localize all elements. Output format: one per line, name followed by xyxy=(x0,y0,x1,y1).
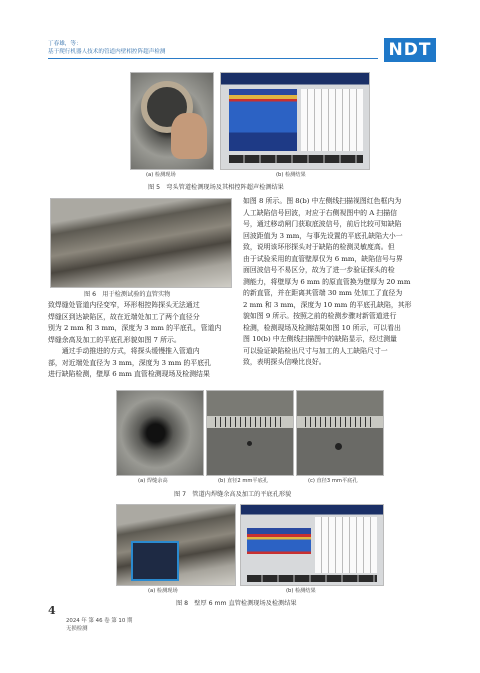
right-column-text xyxy=(243,196,412,369)
paragraph-line: 通过手动推进的方式，将探头缓慢推入管道内 xyxy=(48,347,200,355)
fig7-caption: 图 7 管道内焊缝余高及加工的平底孔形貌 xyxy=(174,491,292,498)
running-head-authors: 丁春雄，等： xyxy=(48,41,82,47)
footer-journal: 无损检测 xyxy=(66,626,88,632)
fig8-subcaption-b: (b) 检测结果 xyxy=(286,588,316,594)
paragraph-line: 号，通过移动闸门获取底波信号，前后比较可知缺陷 xyxy=(243,220,402,228)
paragraph-line: 貌如图 9 所示。按照之前的检测步骤对新管道进行 xyxy=(243,312,397,320)
fig7-photo-3mm-hole xyxy=(296,390,384,476)
paragraph-line: 图 10(b) 中左侧线扫描图中的缺陷显示，经过测量 xyxy=(243,335,397,343)
paragraph-line: 焊缝余高及加工的平底孔形貌如图 7 所示。 xyxy=(48,335,181,344)
fig6-caption: 图 6 用于检测试验的直管实物 xyxy=(84,291,171,298)
fig7-photo-weld-reinforcement xyxy=(116,390,204,476)
fig7-subcaption-a: (a) 焊缝余高 xyxy=(138,478,168,484)
paragraph-line: 焊缝区到达缺陷区，故在近端处加工了两个直径分 xyxy=(48,312,200,321)
fig8-caption: 图 8 壁厚 6 mm 直管检测现场及检测结果 xyxy=(176,600,297,607)
paragraph-line: 致焊缝处管道内径变窄，环形相控阵探头无法通过 xyxy=(48,301,200,309)
paragraph-line: 部，对近端处直径为 3 mm，深度为 3 mm 的平底孔 xyxy=(48,358,211,367)
fig8-screen-inspection-result xyxy=(240,504,384,586)
paragraph-line: 由于试验采用的直管壁厚仅为 6 mm，缺陷信号与界 xyxy=(243,254,403,263)
fig7-photo-2mm-hole xyxy=(206,390,294,476)
fig5-subcaption-b: (b) 检测结果 xyxy=(276,172,306,178)
page-number: 4 xyxy=(48,604,56,617)
fig5-photo-inspection-site xyxy=(130,72,214,170)
paragraph-line: 回波距值为 3 mm，与事先设置的平底孔缺陷大小一 xyxy=(243,231,403,240)
paragraph-line: 进行缺陷检测，壁厚 6 mm 直管检测现场及检测结果 xyxy=(48,370,210,378)
paragraph-line: 致，表明探头信噪比良好。 xyxy=(243,358,326,366)
paragraph-line: 面回波信号不易区分，故为了进一步验证探头的检 xyxy=(243,266,395,274)
fig8-subcaption-a: (a) 检测现场 xyxy=(148,588,178,594)
fig5-subcaption-a: (a) 检测现场 xyxy=(146,172,176,178)
paragraph-line: 致，说明该环形探头对于缺陷的检测灵敏度高。但 xyxy=(243,243,395,251)
paragraph-line: 人工缺陷信号回波，对应于右侧视图中的 A 扫描信 xyxy=(243,208,398,217)
journal-logo: NDT xyxy=(384,38,436,62)
fig8-photo-inspection-site xyxy=(116,504,236,586)
fig5-caption: 图 5 弯头管道检测现场及其相控阵超声检测结果 xyxy=(148,184,284,191)
paragraph-line: 的新直管，并在距离其管端 30 mm 处加工了直径为 xyxy=(243,289,403,297)
header-rule xyxy=(48,58,378,59)
paragraph-line: 测能力，将壁厚为 6 mm 的原直管换为壁厚为 20 mm xyxy=(243,277,411,286)
paragraph-line: 别为 2 mm 和 3 mm，深度为 3 mm 的平底孔，管道内 xyxy=(48,324,222,332)
fig7-subcaption-b: (b) 直径2 mm平底孔 xyxy=(218,478,268,484)
paragraph-line: 检测，检测现场及检测结果如图 10 所示，可以看出 xyxy=(243,323,401,332)
fig6-photo-straight-pipe xyxy=(50,198,232,288)
left-column-text xyxy=(48,300,221,381)
paragraph-line: 可以验证缺陷检出尺寸与加工的人工缺陷尺寸一 xyxy=(243,346,388,355)
footer-issue: 2024 年 第 46 卷 第 10 期 xyxy=(66,618,133,624)
fig5-screen-inspection-result xyxy=(220,72,370,170)
fig7-subcaption-c: (c) 直径3 mm平底孔 xyxy=(308,478,358,484)
paragraph-line: 如图 8 所示。图 8(b) 中左侧线扫描视图红色框内为 xyxy=(243,197,402,205)
paragraph-line: 2 mm 和 3 mm，深度为 10 mm 的平底孔缺陷，其形 xyxy=(243,300,412,309)
running-head-title: 基于爬行机器人技术的管道内壁相控阵超声检测 xyxy=(48,49,166,55)
